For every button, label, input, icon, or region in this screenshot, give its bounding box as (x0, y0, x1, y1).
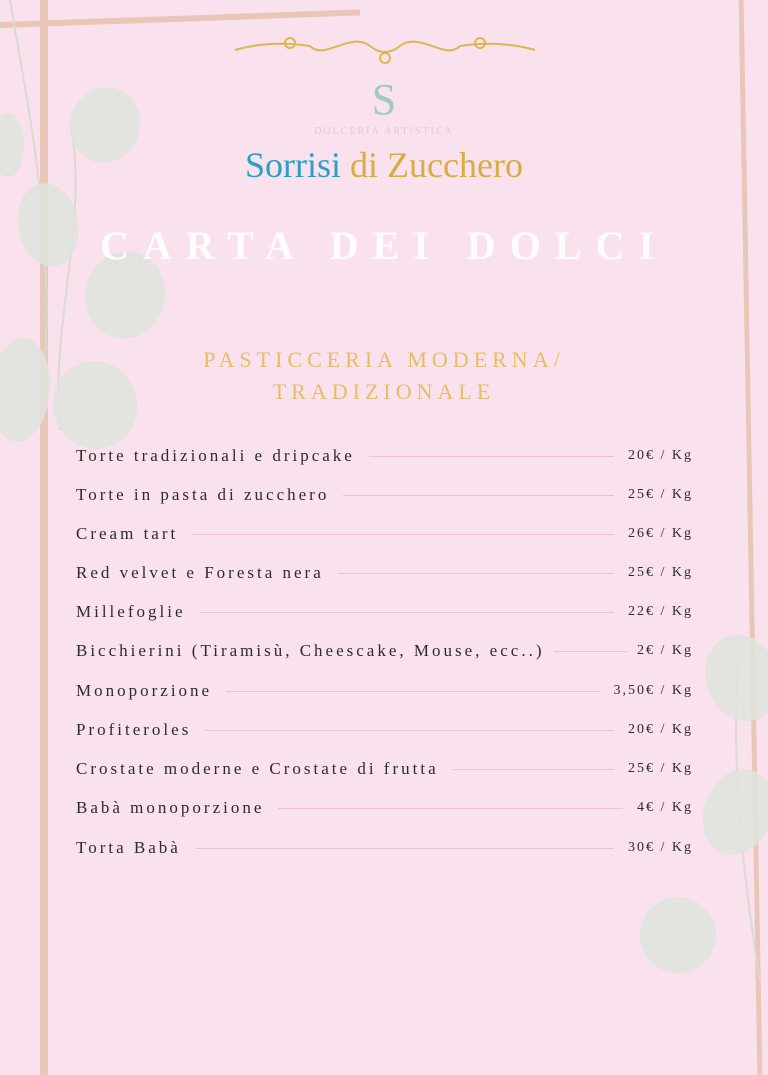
menu-item-leader (192, 534, 614, 535)
menu-item-name: Profiteroles (76, 720, 192, 739)
menu-item (76, 757, 693, 781)
section-heading-line2: TRADIZIONALE (272, 379, 496, 404)
menu-item (76, 561, 693, 585)
menu-item-name: Torta Babà (76, 838, 181, 857)
menu-item-price: 3,50€ / Kg (613, 683, 693, 698)
menu-item-price: 30€ / Kg (628, 840, 693, 855)
menu-item-leader (278, 808, 623, 809)
menu-item (76, 718, 693, 742)
menu-item-name: Bicchierini (Tiramisù, Cheescake, Mouse, ecc..) (76, 641, 545, 660)
page-title: CARTA DEI DOLCI (100, 223, 668, 268)
menu-item-name: Monoporzione (76, 681, 213, 700)
section-heading (0, 344, 768, 408)
menu-item-price: 25€ / Kg (628, 761, 693, 776)
logo-monogram: S (371, 75, 397, 124)
menu-item-price: 26€ / Kg (628, 526, 693, 541)
menu-item-leader (205, 730, 614, 731)
menu-item-leader (226, 691, 599, 692)
menu-item-leader (195, 848, 614, 849)
menu-item-leader (343, 495, 614, 496)
menu-item-price: 22€ / Kg (628, 604, 693, 619)
menu-item-price: 4€ / Kg (637, 800, 693, 815)
menu-item-leader (369, 456, 614, 457)
menu-item-name: Millefoglie (76, 602, 186, 621)
menu-item (76, 679, 693, 703)
menu-item-leader (453, 769, 614, 770)
menu-item-name: Red velvet e Foresta nera (76, 563, 324, 582)
section-heading-line1: PASTICCERIA MODERNA/ (203, 347, 565, 372)
menu-item-name: Torte tradizionali e dripcake (76, 446, 355, 465)
menu-item-name: Torte in pasta di zucchero (76, 485, 330, 504)
brand-name-part2: di Zucchero (350, 145, 523, 185)
menu-item-price: 20€ / Kg (628, 448, 693, 463)
menu-item-leader (554, 651, 627, 652)
menu-item (76, 796, 693, 820)
menu-item (76, 600, 693, 624)
menu-item (76, 639, 693, 663)
menu-item (76, 836, 693, 860)
brand-name-part1: Sorrisi (245, 145, 342, 185)
menu-item-price: 25€ / Kg (628, 487, 693, 502)
brand-subtitle: DOLCERIA ARTISTICA (314, 126, 454, 137)
menu-item-price: 20€ / Kg (628, 722, 693, 737)
menu-item-leader (199, 612, 614, 613)
menu-item-price: 25€ / Kg (628, 565, 693, 580)
menu-item-name: Babà monoporzione (76, 798, 265, 817)
brand-name (0, 146, 768, 186)
menu-item-name: Cream tart (76, 524, 179, 543)
menu-item-name: Crostate moderne e Crostate di frutta (76, 759, 439, 778)
menu-item (76, 522, 693, 546)
menu-item-price: 2€ / Kg (637, 643, 693, 658)
menu-item (76, 444, 693, 468)
menu-item (76, 483, 693, 507)
menu-item-leader (338, 573, 614, 574)
ornament-flourish-icon (230, 26, 540, 72)
